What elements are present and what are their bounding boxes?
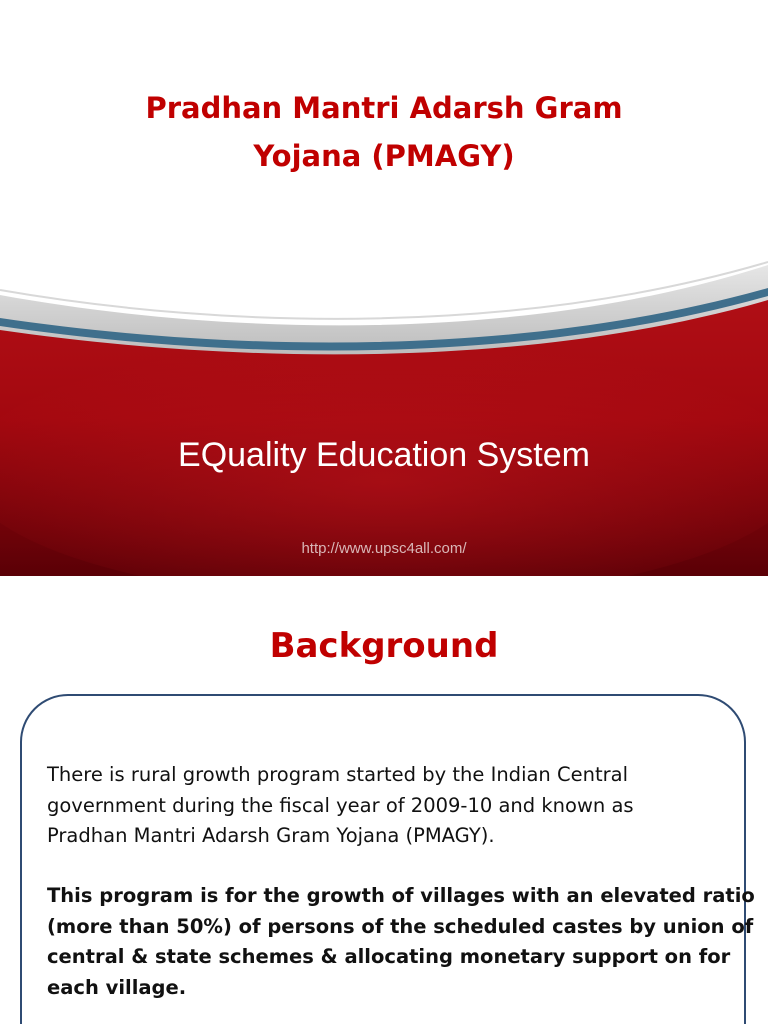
slide-subtitle: EQuality Education System <box>178 436 590 474</box>
slide-title-line-1: Pradhan Mantri Adarsh Gram <box>145 91 623 125</box>
source-url: http://www.upsc4all.com/ <box>301 540 467 557</box>
program-line-3: central & state schemes & allocating monetary support on for <box>47 945 731 968</box>
program-paragraph <box>47 881 755 1003</box>
intro-paragraph <box>47 760 737 852</box>
section-heading: Background <box>269 626 499 666</box>
slide-title-line-2: Yojana (PMAGY) <box>253 139 515 173</box>
intro-line-1: There is rural growth program started by the Indian Central <box>47 763 628 786</box>
intro-line-2: government during the fiscal year of 2009-10 and known as <box>47 793 634 817</box>
program-line-1: This program is for the growth of villages with an elevated ratio <box>47 884 755 907</box>
program-line-2: (more than 50%) of persons of the scheduled castes by union of <box>47 914 754 938</box>
background-slide <box>0 576 768 1024</box>
intro-line-3: Pradhan Mantri Adarsh Gram Yojana (PMAGY). <box>47 824 495 847</box>
program-line-4: each village. <box>47 975 187 999</box>
slide-title <box>0 84 768 180</box>
